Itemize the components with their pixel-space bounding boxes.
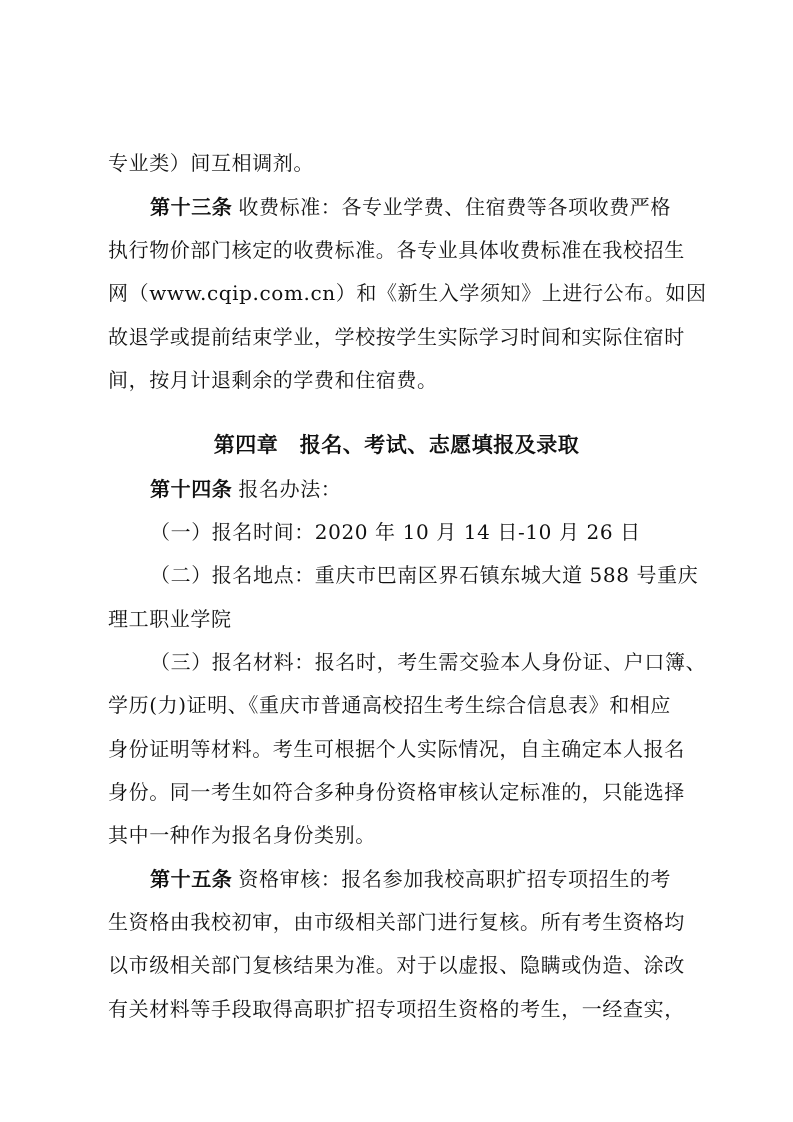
chapter-4-heading: 第四章 报名、考试、志愿填报及录取 — [213, 433, 580, 457]
text-line: 网（www.cqip.com.cn）和《新生入学须知》上进行公布。如因 — [108, 281, 707, 305]
article-15-label: 第十五条 — [150, 867, 233, 891]
text-line: 以市级相关部门复核结果为准。对于以虚报、隐瞒或伪造、涂改 — [108, 953, 685, 977]
article-14-first-line — [150, 477, 698, 501]
article-13-label: 第十三条 — [150, 195, 233, 219]
text-line: 专业类）间互相调剂。 — [108, 151, 314, 175]
article-15-text: 资格审核：报名参加我校高职扩招专项招生的考 — [238, 867, 672, 891]
article-13-first-line — [150, 195, 698, 219]
list-item-registration-materials: （三）报名材料：报名时，考生需交验本人身份证、户口簿、 — [150, 650, 707, 674]
text-line: 身份。同一考生如符合多种身份资格审核认定标准的，只能选择 — [108, 780, 685, 804]
list-item-registration-place: （二）报名地点：重庆市巴南区界石镇东城大道 588 号重庆 — [150, 563, 699, 587]
text-line: 故退学或提前结束学业，学校按学生实际学习时间和实际住宿时 — [108, 325, 685, 349]
list-item-registration-time: （一）报名时间：2020 年 10 月 14 日-10 月 26 日 — [150, 520, 641, 544]
text-line: 间，按月计退剩余的学费和住宿费。 — [108, 368, 438, 392]
article-13-text: 收费标准：各专业学费、住宿费等各项收费严格 — [238, 195, 672, 219]
article-14-text: 报名办法： — [238, 477, 342, 501]
text-line: 生资格由我校初审，由市级相关部门进行复核。所有考生资格均 — [108, 910, 685, 934]
text-line: 有关材料等手段取得高职扩招专项招生资格的考生，一经查实， — [108, 997, 685, 1021]
text-line: 学历(力)证明、《重庆市普通高校招生考生综合信息表》和相应 — [108, 693, 672, 717]
article-14-label: 第十四条 — [150, 477, 233, 501]
text-line: 身份证明等材料。考生可根据个人实际情况，自主确定本人报名 — [108, 737, 685, 761]
text-line: 执行物价部门核定的收费标准。各专业具体收费标准在我校招生 — [108, 238, 685, 262]
text-line: 理工职业学院 — [108, 607, 232, 631]
text-line: 其中一种作为报名身份类别。 — [108, 823, 376, 847]
article-15-first-line — [150, 867, 698, 891]
